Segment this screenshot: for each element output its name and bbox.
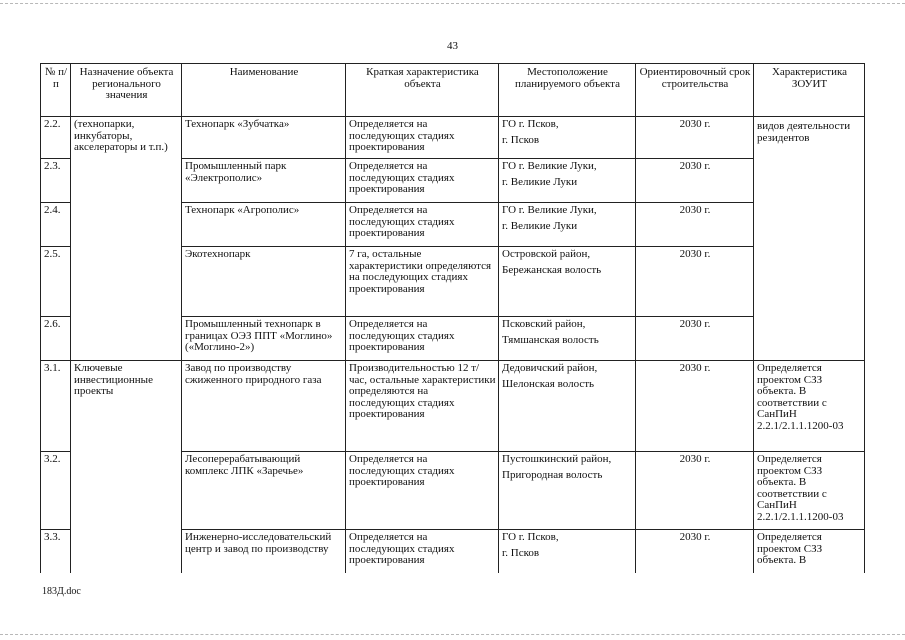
- location-line: ГО г. Великие Луки,: [502, 204, 597, 216]
- row-characteristic: Определяется на последующих стадиях проектирования: [346, 452, 499, 530]
- location-line: Дедовичский район,: [502, 362, 598, 374]
- group-purpose-invest: Ключевые инвестиционные проекты: [71, 361, 182, 573]
- location-line: Бережанская волость: [502, 263, 602, 276]
- group-purpose-tech: (технопарки, инкубаторы, акселераторы и т.п.): [71, 117, 182, 361]
- header-purpose: Назначение объекта регионального значения: [71, 64, 182, 117]
- scan-edge-bottom: [0, 634, 905, 635]
- group-zouit-tech: видов деятельности резидентов: [754, 117, 865, 361]
- row-name: Экотехнопарк: [182, 247, 346, 317]
- row-zouit: Определяется проектом СЗЗ объекта. В: [754, 530, 865, 573]
- location-line: г. Великие Луки: [502, 219, 578, 232]
- row-num: 2.5.: [41, 247, 71, 317]
- row-characteristic: Определяется на последующих стадиях проектирования: [346, 203, 499, 247]
- row-location: [499, 247, 636, 317]
- row-location: [499, 203, 636, 247]
- row-name: Завод по производству сжиженного природного газа: [182, 361, 346, 452]
- row-term: 2030 г.: [636, 159, 754, 203]
- header-name: Наименование: [182, 64, 346, 117]
- location-line: ГО г. Великие Луки,: [502, 160, 597, 172]
- row-term: 2030 г.: [636, 530, 754, 573]
- row-name: Промышленный парк «Электрополис»: [182, 159, 346, 203]
- row-location: [499, 159, 636, 203]
- header-zouit: Характеристика ЗОУИТ: [754, 64, 865, 117]
- header-term: Ориентировочный срок строительства: [636, 64, 754, 117]
- row-characteristic: Определяется на последующих стадиях проектирования: [346, 530, 499, 573]
- row-term: 2030 г.: [636, 317, 754, 361]
- scan-edge-top: [0, 3, 905, 4]
- page-number: 43: [447, 40, 458, 52]
- header-num: № п/п: [41, 64, 71, 117]
- row-num: 2.4.: [41, 203, 71, 247]
- row-location: [499, 530, 636, 573]
- row-characteristic: Определяется на последующих стадиях проектирования: [346, 317, 499, 361]
- row-num: 2.2.: [41, 117, 71, 159]
- row-location: [499, 361, 636, 452]
- header-characteristic: Краткая характеристика объекта: [346, 64, 499, 117]
- row-num: 2.6.: [41, 317, 71, 361]
- row-zouit: Определяется проектом СЗЗ объекта. В соответствии с СанПиН 2.2.1/2.1.1.1200-03: [754, 452, 865, 530]
- row-term: 2030 г.: [636, 452, 754, 530]
- row-zouit: Определяется проектом СЗЗ объекта. В соответствии с СанПиН 2.2.1/2.1.1.1200-03: [754, 361, 865, 452]
- row-num: 3.3.: [41, 530, 71, 573]
- location-line: г. Псков: [502, 133, 540, 146]
- row-name: Промышленный технопарк в границах ОЭЗ ППТ «Моглино» («Моглино-2»): [182, 317, 346, 361]
- row-name: Технопарк «Агрополис»: [182, 203, 346, 247]
- row-characteristic: Производительностью 12 т/час, остальные характеристики определяются на последующих стадиях проектирования: [346, 361, 499, 452]
- location-line: Псковский район,: [502, 318, 586, 330]
- row-characteristic: 7 га, остальные характеристики определяются на последующих стадиях проектирования: [346, 247, 499, 317]
- location-line: ГО г. Псков,: [502, 118, 559, 130]
- location-line: г. Псков: [502, 546, 540, 559]
- location-line: Островской район,: [502, 248, 591, 260]
- row-term: 2030 г.: [636, 361, 754, 452]
- row-num: 2.3.: [41, 159, 71, 203]
- row-location: [499, 117, 636, 159]
- location-line: Пустошкинский район,: [502, 453, 612, 465]
- row-term: 2030 г.: [636, 203, 754, 247]
- row-term: 2030 г.: [636, 117, 754, 159]
- header-location: Местоположение планируемого объекта: [499, 64, 636, 117]
- row-characteristic: Определяется на последующих стадиях проектирования: [346, 117, 499, 159]
- location-line: Шелонская волость: [502, 377, 595, 390]
- row-characteristic: Определяется на последующих стадиях проектирования: [346, 159, 499, 203]
- document-table: [40, 63, 865, 573]
- row-location: [499, 452, 636, 530]
- row-location: [499, 317, 636, 361]
- location-line: Тямшанская волость: [502, 333, 599, 346]
- row-term: 2030 г.: [636, 247, 754, 317]
- row-name: Лесоперерабатывающий комплекс ЛПК «Заречье»: [182, 452, 346, 530]
- row-name: Инженерно-исследовательский центр и завод по производству: [182, 530, 346, 573]
- row-num: 3.1.: [41, 361, 71, 452]
- location-line: г. Великие Луки: [502, 175, 578, 188]
- footer-doc-name: 183Д.doc: [42, 586, 81, 597]
- row-num: 3.2.: [41, 452, 71, 530]
- row-name: Технопарк «Зубчатка»: [182, 117, 346, 159]
- location-line: ГО г. Псков,: [502, 531, 559, 543]
- location-line: Пригородная волость: [502, 468, 603, 481]
